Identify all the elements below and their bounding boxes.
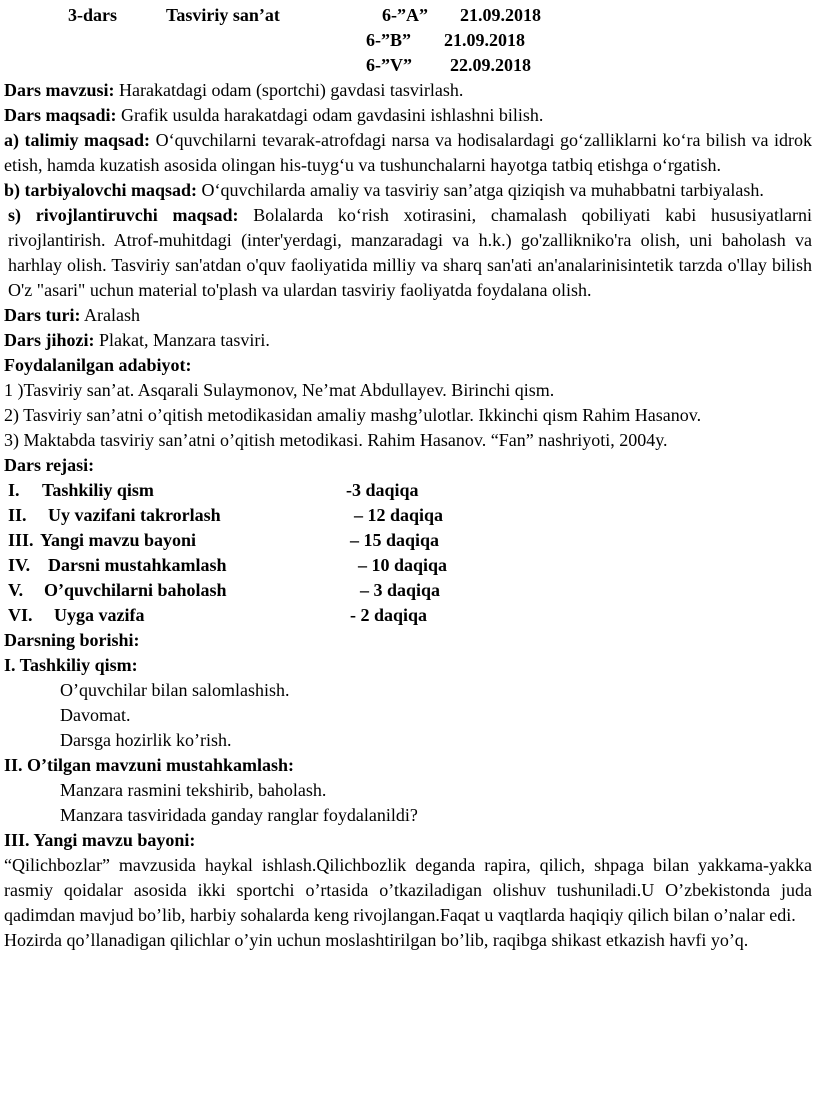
goal-b-label: b) tarbiyalovchi maqsad:	[4, 180, 198, 200]
topic-label: Dars mavzusi:	[4, 80, 115, 100]
plan-item-number: III.	[8, 530, 34, 550]
goal-label: Dars maqsadi:	[4, 105, 117, 125]
class-date: 21.09.2018	[460, 5, 541, 25]
plan-item-name: Tashkiliy qism	[42, 480, 154, 500]
section-3-paragraph: “Qilichbozlar” mavzusida haykal ishlash.Qilichbozlik deganda rapira, qilich, shpaga bilan yakkama-yakka rasmiy qoidalar asosida ikki sportchi o’rtasida o’tkaziladigan olishuv tushuniladi.U O’zbekistonda juda qadimdan mavjud bo’lib, harbiy sohalarda keng rivojlangan.Faqat u vaqtlarda haqiqiy qilich bilan o’nalar edi.	[4, 855, 812, 925]
class-date: 22.09.2018	[450, 55, 531, 75]
header-row-1	[4, 3, 812, 28]
literature-item: 1 )Tasviriy san’at. Asqarali Sulaymonov, Ne’mat Abdullayev. Birinchi qism.	[4, 380, 555, 400]
plan-item	[4, 578, 812, 603]
plan-item-name: Uyga vazifa	[54, 605, 145, 625]
goal-s-label: s) rivojlantiruvchi maqsad:	[8, 205, 239, 225]
equipment-label: Dars jihozi:	[4, 330, 95, 350]
section-2-line: Manzara tasviridada ganday ranglar foydalanildi?	[60, 805, 418, 825]
plan-item-number: V.	[8, 580, 24, 600]
plan-item-time: -3 daqiqa	[346, 480, 419, 500]
equipment-text: Plakat, Manzara tasviri.	[98, 330, 270, 350]
lesson-type-label: Dars turi:	[4, 305, 81, 325]
literature-item: 2) Tasviriy san’atni o’qitish metodikasidan amaliy mashg’ulotlar. Ikkinchi qism Rahim Hasanov.	[4, 405, 702, 425]
section-3-paragraph: Hozirda qo’llanadigan qilichlar o’yin uchun moslashtirilgan bo’lib, raqibga shikast etkazish havfi yo’q.	[4, 930, 749, 950]
goal-b-text: O‘quvchilarda amaliy va tasviriy san’atga qiziqish va muhabbatni tarbiyalash.	[201, 180, 764, 200]
plan-item	[4, 478, 812, 503]
section-1-line: Darsga hozirlik ko’rish.	[60, 730, 232, 750]
topic-line	[4, 78, 812, 103]
plan-item	[4, 503, 812, 528]
topic-text: Harakatdagi odam (sportchi) gavdasi tasvirlash.	[119, 80, 464, 100]
lesson-type-text: Aralash	[84, 305, 140, 325]
equipment-line	[4, 328, 812, 353]
plan-item	[4, 553, 812, 578]
literature-heading: Foydalanilgan adabiyot:	[4, 355, 192, 375]
literature-item: 3) Maktabda tasviriy san’atni o’qitish metodikasi. Rahim Hasanov. “Fan” nashriyoti, 2004y.	[4, 430, 668, 450]
lesson-plan-page	[4, 3, 812, 953]
plan-item-number: VI.	[8, 605, 33, 625]
goal-s-paragraph	[4, 203, 812, 303]
goal-text: Grafik usulda harakatdagi odam gavdasini ishlashni bilish.	[121, 105, 544, 125]
class-name: 6-”A”	[382, 5, 428, 25]
class-date: 21.09.2018	[444, 30, 525, 50]
section-1-line: O’quvchilar bilan salomlashish.	[60, 680, 290, 700]
section-2-heading: II. O’tilgan mavzuni mustahkamlash:	[4, 755, 295, 775]
plan-heading: Dars rejasi:	[4, 455, 95, 475]
plan-item	[4, 528, 812, 553]
lesson-number: 3-dars	[68, 5, 117, 25]
goal-a-paragraph	[4, 128, 812, 178]
class-name: 6-”V”	[366, 55, 412, 75]
plan-item-name: Yangi mavzu bayoni	[40, 530, 197, 550]
plan-item-time: - 2 daqiqa	[350, 605, 428, 625]
section-1-heading: I. Tashkiliy qism:	[4, 655, 138, 675]
plan-item-number: II.	[8, 505, 27, 525]
goal-s-text: Bolalarda ko‘rish xotirasini, chamalash qobiliyati kabi hususiyatlarni rivojlantirish. Atrof-muhitdagi (inter'yerdagi, manzaradagi va h.k.) go'zallikniko'ra olish, uni baholash va harhlay olish. Tasviriy san'atdan o'quv faoliyatida milliy va sharq san'ati an'analarinisintetik tarzda o'llay bilish O'z "asari" uchun material to'plash va ulardan tasviriy faoliyatda foydalana olish.	[8, 205, 813, 300]
plan-item	[4, 603, 812, 628]
lesson-type-line	[4, 303, 812, 328]
plan-item-name: O’quvchilarni baholash	[44, 580, 227, 600]
class-name: 6-”B”	[366, 30, 411, 50]
plan-item-number: I.	[8, 480, 20, 500]
plan-item-time: – 3 daqiqa	[360, 580, 441, 600]
goal-a-text: O‘quvchilarni tevarak-atrofdagi narsa va hodisalardagi go‘zalliklarni ko‘ra bilish va idrok etish, hamda kuzatish asosida olingan his-tuyg‘u va tushunchalarni hayotga tatbiq etishga o‘rgatish.	[4, 130, 813, 175]
section-3-heading: III. Yangi mavzu bayoni:	[4, 830, 196, 850]
section-1-line: Davomat.	[60, 705, 131, 725]
progress-heading: Darsning borishi:	[4, 630, 140, 650]
subject-title: Tasviriy san’at	[166, 5, 280, 25]
section-2-line: Manzara rasmini tekshirib, baholash.	[60, 780, 327, 800]
plan-item-time: – 12 daqiqa	[354, 505, 444, 525]
goal-b-paragraph	[4, 178, 812, 203]
plan-item-time: – 10 daqiqa	[358, 555, 448, 575]
header-row-2	[4, 28, 812, 53]
goal-a-label: a) talimiy maqsad:	[4, 130, 151, 150]
header-row-3	[4, 53, 812, 78]
plan-item-time: – 15 daqiqa	[350, 530, 440, 550]
plan-item-name: Uy vazifani takrorlash	[48, 505, 221, 525]
plan-item-number: IV.	[8, 555, 31, 575]
plan-item-name: Darsni mustahkamlash	[48, 555, 227, 575]
goal-line	[4, 103, 812, 128]
